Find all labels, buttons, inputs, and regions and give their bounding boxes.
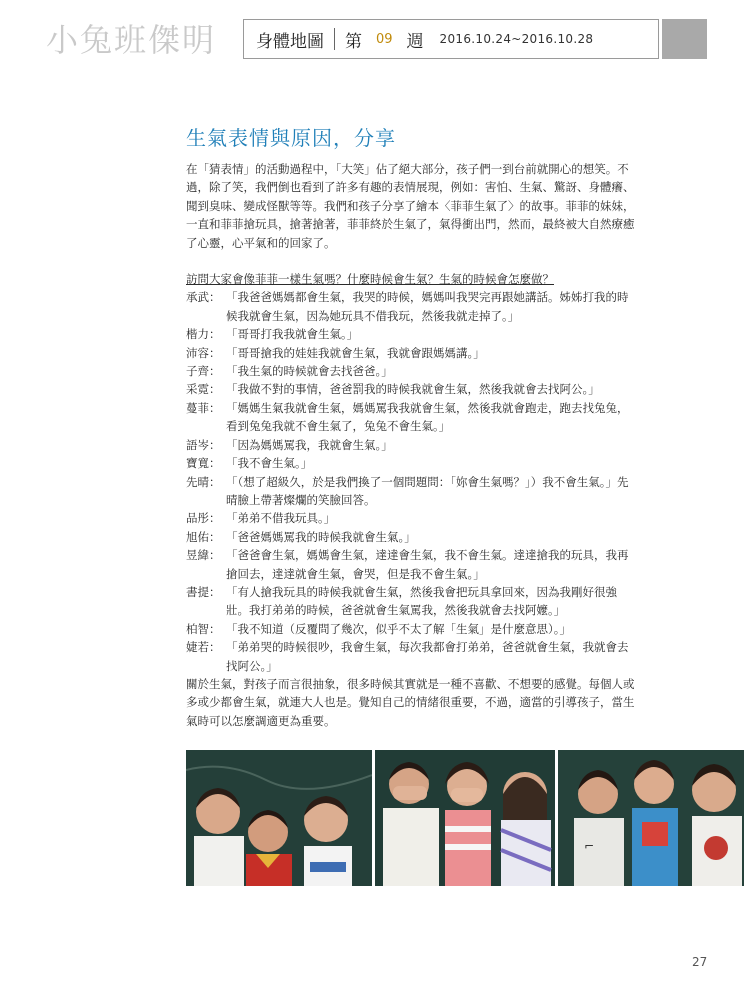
article-body <box>186 160 636 730</box>
dialogue-entry <box>186 399 636 436</box>
week-suffix: 週 <box>406 31 424 52</box>
speaker-quote: 「我做不對的事情，爸爸罰我的時候我就會生氣，然後我就會去找阿公。」 <box>226 382 600 397</box>
speaker-quote: 「哥哥打我我就會生氣。」 <box>226 327 359 342</box>
speaker-quote: 「爸爸會生氣，媽媽會生氣，達達會生氣，我不會生氣。達達搶我的玩具，我再搶回去，達達就會生氣，會哭，但是我不會生氣。」 <box>226 548 629 581</box>
interview-question: 訪問大家會像菲菲一樣生氣嗎？什麼時候會生氣？生氣的時候會怎麼做？ <box>186 272 554 287</box>
speaker-quote: 「我不知道（反覆問了幾次，似乎不太了解「生氣」是什麼意思）。」 <box>226 621 571 636</box>
speaker-quote: 「媽媽生氣我就會生氣，媽媽罵我我就會生氣，然後我就會跑走，跑去找兔兔，看到兔兔我就不會生氣了，兔兔不會生氣。」 <box>226 400 629 434</box>
dialogue-entry <box>186 473 636 510</box>
week-prefix: 第 <box>345 31 362 52</box>
dialogue-entry <box>186 380 636 398</box>
dialogue-entry <box>186 509 636 527</box>
dialogue-entry <box>186 583 636 620</box>
speaker-quote: 「我爸爸媽媽都會生氣，我哭的時候，媽媽叫我哭完再跟她講話。姊姊打我的時候我就會生氣，因為她玩具不借我玩，然後我就走掉了。」 <box>226 290 629 323</box>
speaker-quote: 「（想了超級久，於是我們換了一個問題問：「妳會生氣嗎？」）我不會生氣。」先晴臉上帶著燦爛的笑臉回答。 <box>226 474 629 507</box>
speaker-name: 沛容： <box>186 345 221 360</box>
speaker-quote: 「爸爸媽媽罵我的時候我就會生氣。」 <box>226 529 416 544</box>
article-title: 生氣表情與原因，分享 <box>186 126 396 150</box>
speaker-name: 承武： <box>186 290 221 305</box>
speaker-name: 語岑： <box>186 437 221 452</box>
speaker-name: 子齊： <box>186 364 221 379</box>
dialogue-list <box>186 288 636 675</box>
dialogue-entry <box>186 638 636 675</box>
photo-children-making-faces <box>558 750 744 886</box>
speaker-quote: 「弟弟不借我玩具。」 <box>226 511 336 526</box>
dialogue-entry <box>186 454 636 472</box>
photo-children-laughing <box>186 750 372 886</box>
speaker-name: 品彤： <box>186 511 221 526</box>
speaker-name: 婕若： <box>186 640 221 655</box>
speaker-quote: 「因為媽媽罵我，我就會生氣。」 <box>226 437 393 452</box>
dialogue-entry <box>186 528 636 546</box>
speaker-quote: 「弟弟哭的時候很吵，我會生氣，每次我都會打弟弟，爸爸就會生氣，我就會去找阿公。」 <box>226 640 629 673</box>
speaker-name: 先晴： <box>186 474 221 489</box>
dialogue-entry <box>186 325 636 343</box>
date-range: 2016.10.24~2016.10.28 <box>439 32 594 46</box>
speaker-name: 旭佑： <box>186 529 221 544</box>
photo-children-covering-faces <box>375 750 555 886</box>
topic-label: 身體地圖 <box>256 31 324 52</box>
speaker-name: 寶寬： <box>186 456 221 471</box>
dialogue-entry <box>186 362 636 380</box>
class-name: 小兔班傑明 <box>46 21 217 59</box>
speaker-name: 書提： <box>186 584 221 599</box>
conclusion-paragraph: 關於生氣，對孩子而言很抽象，很多時候其實就是一種不喜歡、不想要的感覺。每個人或多或少都會生氣，就連大人也是。覺知自己的情緒很重要，不過，適當的引導孩子，當生氣時可以怎麼調適更為重要。 <box>186 676 635 728</box>
speaker-name: 柏智： <box>186 621 221 636</box>
dialogue-entry <box>186 344 636 362</box>
speaker-name: 采霓： <box>186 382 221 397</box>
dialogue-entry <box>186 620 636 638</box>
speaker-name: 楷力： <box>186 327 221 342</box>
header-gray-block <box>662 19 707 59</box>
svg-text:⌐: ⌐ <box>584 839 595 853</box>
speaker-quote: 「我生氣的時候就會去找爸爸。」 <box>226 364 393 379</box>
dialogue-entry <box>186 546 636 583</box>
photo-strip <box>186 750 744 886</box>
dialogue-entry <box>186 436 636 454</box>
speaker-quote: 「我不會生氣。」 <box>226 456 313 471</box>
speaker-quote: 「哥哥搶我的娃娃我就會生氣，我就會跟媽媽講。」 <box>226 345 485 360</box>
speaker-name: 蔓菲： <box>186 400 221 415</box>
speaker-name: 昱緯： <box>186 548 221 563</box>
page-number: 27 <box>692 955 708 969</box>
dialogue-entry <box>186 288 636 325</box>
week-number: 09 <box>376 31 393 47</box>
intro-paragraph: 在「猜表情」的活動過程中，「大笑」佔了絕大部分，孩子們一到台前就開心的想笑。不過，除了笑，我們倒也看到了許多有趣的表情展現，例如：害怕、生氣、驚訝、身體癢、聞到臭味、變成怪獸等等。我們和孩子分享了繪本〈菲菲生氣了〉的故事。菲菲的妹妹，一直和菲菲搶玩具，搶著搶著，菲菲終於生氣了，氣得衝出門，然而，最終被大自然療癒了心靈，心平氣和的回家了。 <box>186 162 635 250</box>
header-bar <box>243 19 659 59</box>
speaker-quote: 「有人搶我玩具的時候我就會生氣，然後我會把玩具拿回來，因為我剛好很強壯。我打弟弟的時候，爸爸就會生氣罵我，然後我就會去找阿嬤。」 <box>226 584 617 618</box>
